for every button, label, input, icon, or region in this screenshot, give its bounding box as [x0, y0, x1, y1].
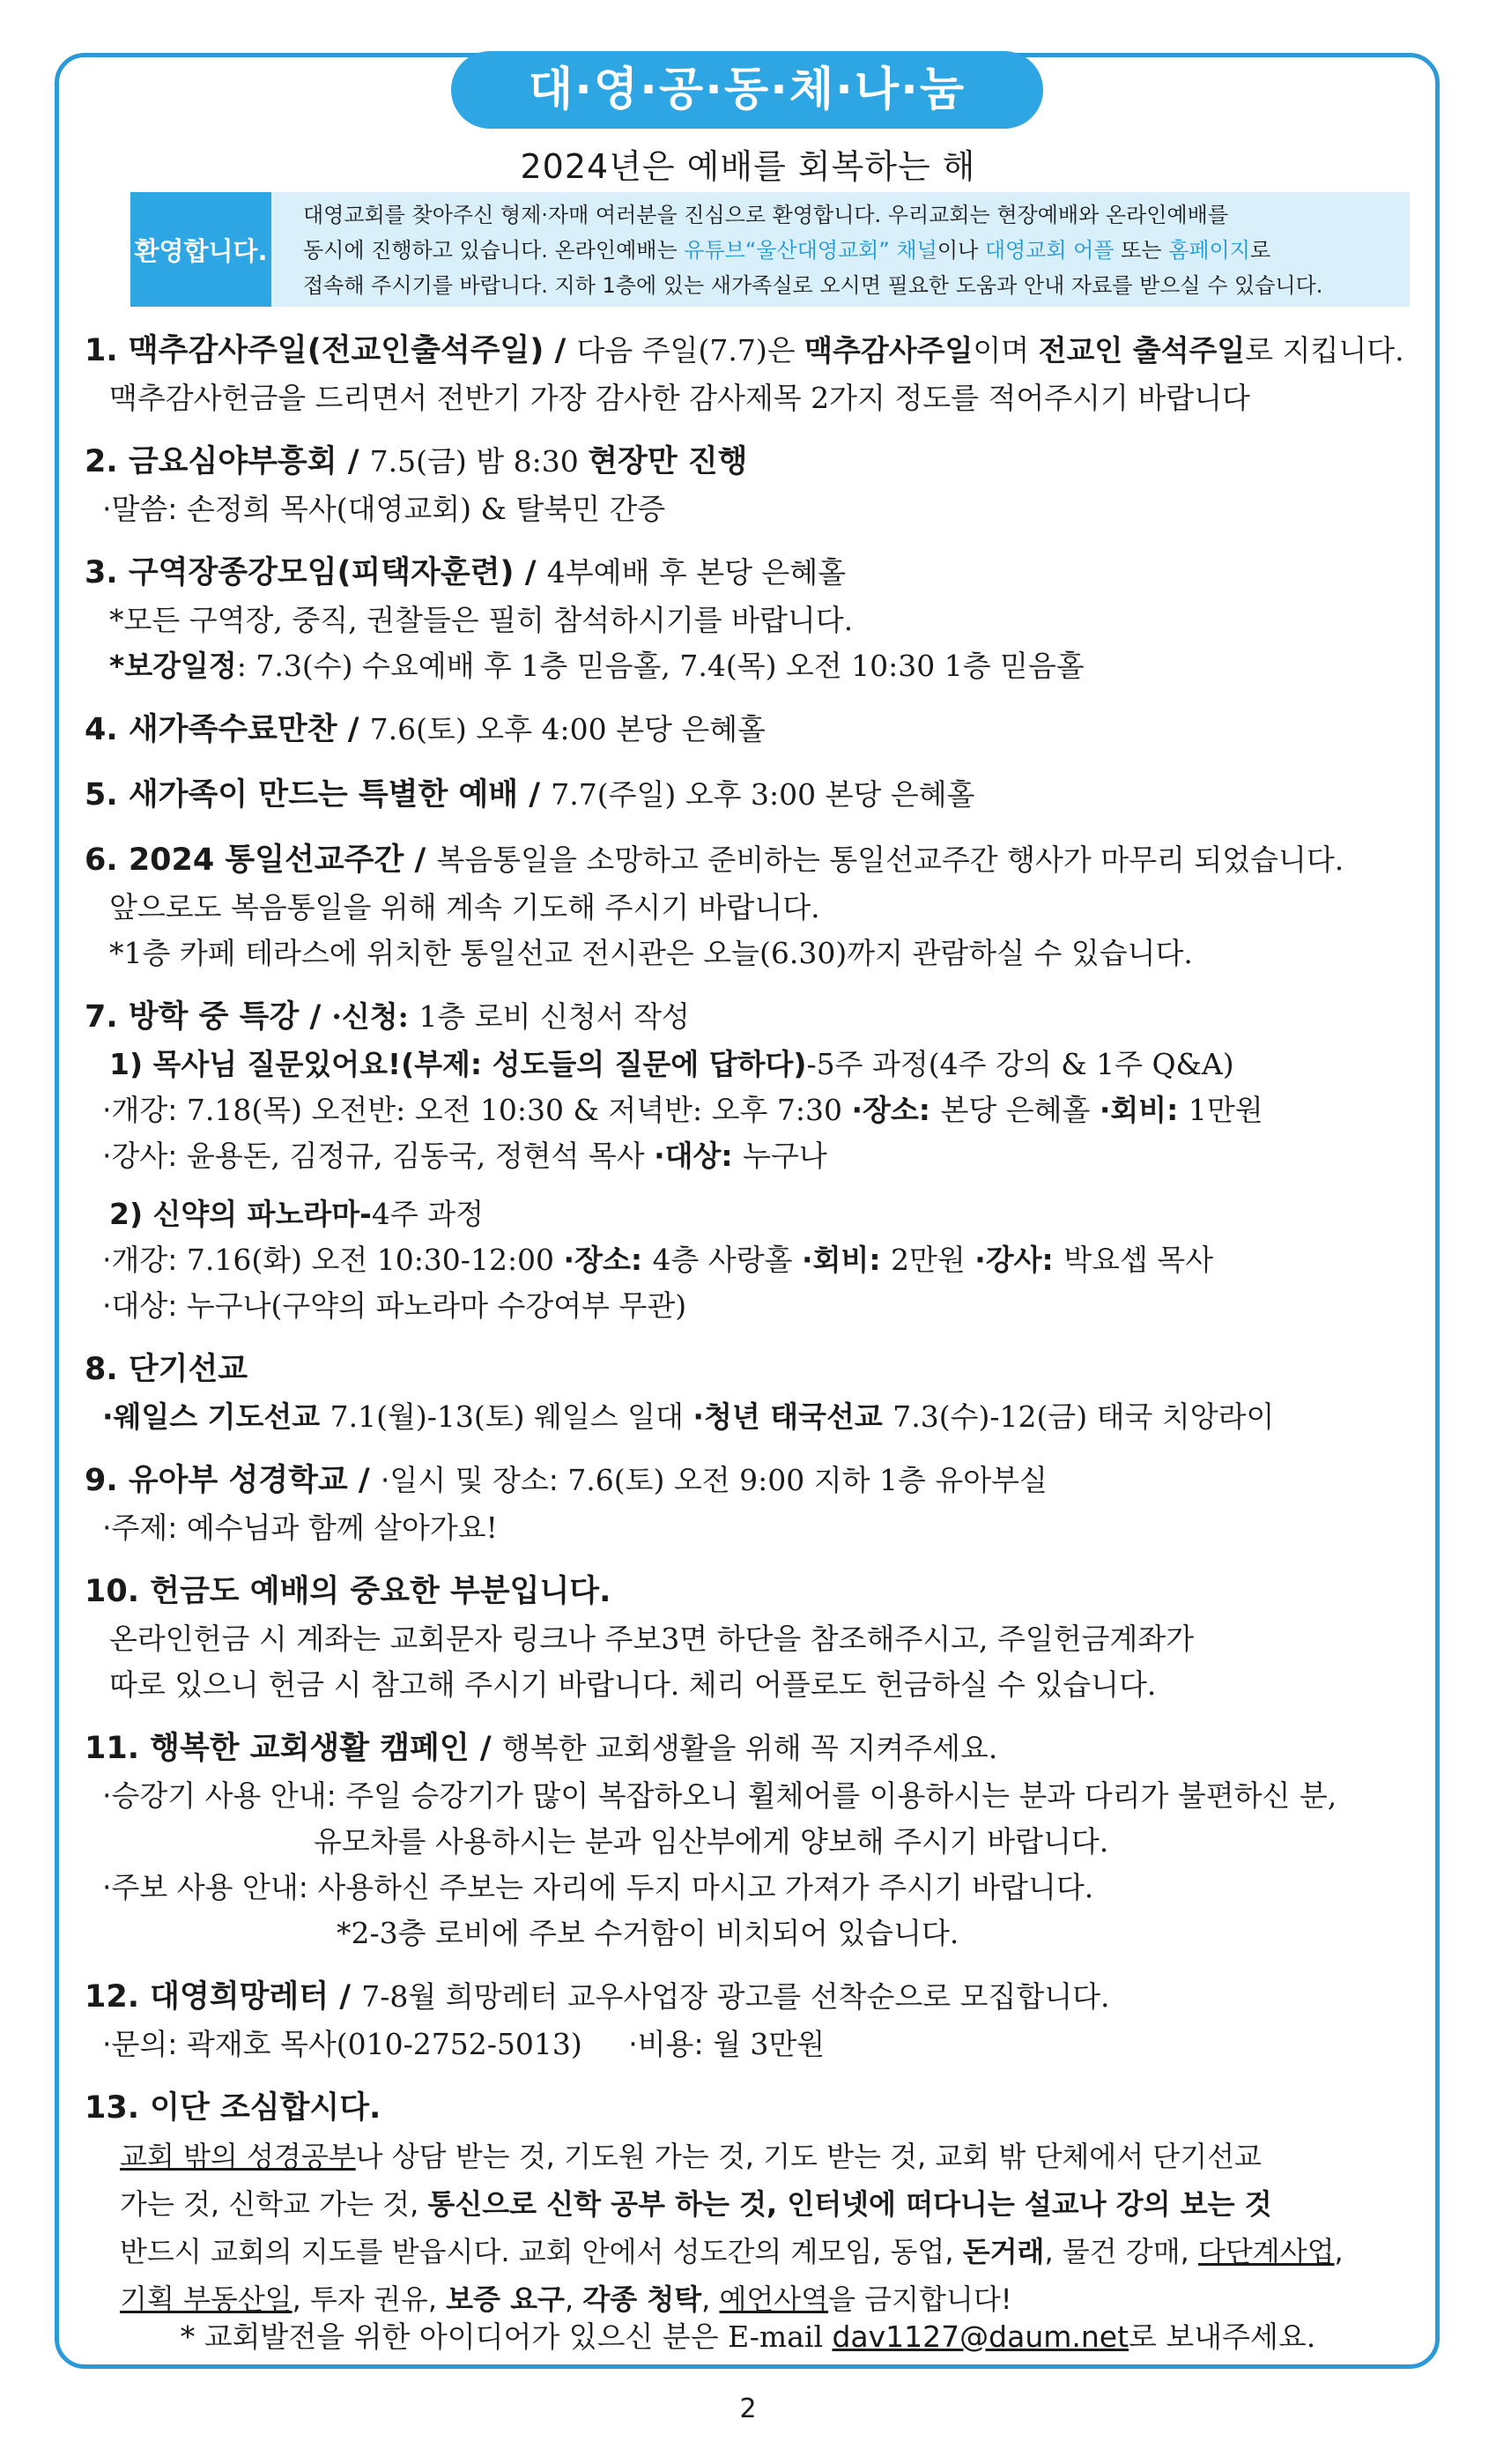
announcement-line: [85, 643, 1424, 689]
field-label: ·일시 및 장소:: [380, 1463, 568, 1497]
field-value: 주일 승강기가 많이 복잡하오니 휠체어를 이용하시는 분과 다리가 불편하신 분,: [345, 1778, 1337, 1813]
field-label: ·신청:: [331, 999, 419, 1034]
field-label: ·문의:: [102, 2027, 187, 2061]
field-value: 박요셉 목사: [1063, 1243, 1214, 1277]
announcement-heading: [85, 326, 1424, 375]
announcement-10: [85, 1567, 1424, 1708]
emphasis: 현장만 진행: [588, 444, 748, 479]
announcement-list: [85, 326, 1424, 2339]
text-segment: ,: [701, 2282, 720, 2316]
announcement-line: 온라인헌금 시 계좌는 교회문자 링크나 주보3면 하단을 참조해주시고, 주일헌금계좌가: [109, 1622, 1195, 1656]
homepage-link[interactable]: 홈페이지: [1168, 238, 1250, 263]
announcement-2: [85, 437, 1424, 532]
announcement-line: [85, 1505, 1424, 1551]
email-link[interactable]: dav1127@daum.net: [832, 2319, 1129, 2354]
text-segment: ,: [1334, 2235, 1344, 2268]
field-label: ·주보 사용 안내:: [102, 1870, 318, 1904]
heading-detail: 7.6(토) 오후 4:00 본당 은혜홀: [369, 712, 766, 746]
emphasis: 전교인 출석주일: [1038, 333, 1246, 367]
announcement-line: *1층 카페 테라스에 위치한 통일선교 전시관은 오늘(6.30)까지 관람하실 수 있습니다.: [109, 936, 1193, 970]
course-2-audience: [85, 1283, 1424, 1329]
welcome-box: [130, 192, 1410, 307]
field-value: : 7.3(수) 수요예배 후 1층 믿음홀, 7.4(목) 오전 10:30 1층 믿음홀: [236, 649, 1085, 683]
emphasis: 각종 청탁: [582, 2282, 702, 2316]
announcement-heading: 13. 이단 조심합시다.: [85, 2090, 381, 2126]
field-label: ·장소:: [851, 1093, 941, 1127]
heading-text: 12. 대영희망레터 /: [85, 1979, 362, 2015]
announcement-heading: [85, 548, 1424, 597]
field-label: *보강일정: [109, 649, 237, 683]
field-label: ·주제:: [102, 1510, 187, 1545]
heading-text: 11. 행복한 교회생활 캠페인 /: [85, 1731, 502, 1766]
elevator-notice: [85, 1773, 1424, 1819]
announcement-line: *모든 구역장, 중직, 권찰들은 필히 참석하시기를 바랍니다.: [109, 603, 854, 637]
field-label: ·대상:: [102, 1288, 187, 1323]
course-detail: 4주 과정: [371, 1197, 484, 1231]
announcement-line: [85, 1394, 1424, 1440]
field-value: 월 3만원: [713, 2027, 826, 2061]
heading-detail: 4부예배 후 본당 은혜홀: [546, 555, 847, 590]
welcome-line-1: 대영교회를 찾아주신 형제·자매 여러분을 진심으로 환영합니다. 우리교회는 현장예배와 온라인예배를: [303, 203, 1229, 227]
announcement-line: [85, 486, 1424, 532]
text-segment: 을 금지합니다!: [828, 2282, 1012, 2316]
heading-text: 1. 맥추감사주일(전교인출석주일) /: [85, 333, 577, 368]
church-app-link[interactable]: 대영교회 어플: [984, 238, 1115, 263]
field-value: 7.16(화) 오전 10:30-12:00: [186, 1243, 564, 1277]
heading-text: 3. 구역장종강모임(피택자훈련) /: [85, 555, 547, 590]
warning-line-2: [85, 2180, 1424, 2228]
warning-line-1: [85, 2133, 1424, 2180]
page-number: 2: [739, 2393, 757, 2424]
contact-value: 곽재호 목사(010-2752-5013): [186, 2027, 629, 2061]
announcement-heading: [85, 835, 1424, 885]
heading-text: 5. 새가족이 만드는 특별한 예배 /: [85, 777, 552, 813]
heading-text: 4. 새가족수료만찬 /: [85, 712, 370, 747]
announcement-line: 맥추감사헌금을 드리면서 전반기 가장 감사한 감사제목 2가지 정도를 적어주시기 바랍니다: [109, 381, 1250, 415]
underlined-text: 기획 부동산일: [120, 2282, 293, 2316]
field-value: 누구나(구약의 파노라마 수강여부 무관): [186, 1288, 687, 1323]
page-title: 대·영·공·동·체·나·눔: [451, 51, 1043, 129]
field-label: ·개강:: [102, 1093, 187, 1127]
field-label: ·장소:: [563, 1243, 653, 1277]
announcement-13: [85, 2083, 1424, 2323]
announcement-heading: [85, 770, 1424, 820]
announcement-5: [85, 770, 1424, 820]
welcome-text: [303, 197, 1404, 303]
text-segment: , 물건 강매,: [1044, 2235, 1198, 2268]
field-label: ·말씀:: [102, 492, 187, 526]
heading-detail: 7.5(금) 밤 8:30: [369, 444, 589, 479]
course-1-details: [85, 1087, 1424, 1133]
elevator-notice-cont: 유모차를 사용하시는 분과 임산부에게 양보해 주시기 바랍니다.: [314, 1824, 1109, 1859]
announcement-heading: [85, 1724, 1424, 1773]
heading-text: 9. 유아부 성경학교 /: [85, 1463, 381, 1498]
field-value: 2만원: [891, 1243, 975, 1277]
announcement-4: [85, 705, 1424, 754]
announcement-heading: [85, 1456, 1424, 1505]
welcome-label: 환영합니다.: [130, 192, 271, 307]
heading-detail: 7-8월 희망레터 교우사업장 광고를 선착순으로 모집합니다.: [361, 1979, 1110, 2014]
footer-text: 로 보내주세요.: [1129, 2319, 1316, 2354]
announcement-9: [85, 1456, 1424, 1551]
text-segment: 이며: [973, 333, 1039, 367]
field-label: ·청년 태국선교: [692, 1399, 893, 1434]
announcement-heading: [85, 1972, 1424, 2022]
field-label: ·회비:: [1099, 1093, 1189, 1127]
welcome-line-2: [303, 233, 1404, 268]
announcement-heading: [85, 705, 1424, 754]
field-value: 4층 사랑홀: [652, 1243, 803, 1277]
text-segment: 가는 것, 신학교 가는 것,: [120, 2187, 428, 2221]
text-segment: , 투자 권유,: [292, 2282, 447, 2316]
announcement-line: [85, 2022, 1424, 2067]
welcome-text-segment: 또는: [1114, 238, 1169, 263]
welcome-text-segment: 동시에 진행하고 있습니다. 온라인예배는: [303, 238, 685, 263]
heading-detail: 7.7(주일) 오후 3:00 본당 은혜홀: [551, 777, 975, 812]
bulletin-notice-cont: *2-3층 로비에 주보 수거함이 비치되어 있습니다.: [337, 1916, 959, 1950]
heading-detail: 복음통일을 소망하고 준비하는 통일선교주간 행사가 마무리 되었습니다.: [436, 842, 1344, 877]
course-1-instructors: [85, 1133, 1424, 1179]
announcement-heading: [85, 992, 1424, 1042]
welcome-line-3: 접속해 주시기를 바랍니다. 지하 1층에 있는 새가족실로 오시면 필요한 도움과 안내 자료를 받으실 수 있습니다.: [303, 273, 1323, 298]
text-segment: ,: [564, 2282, 583, 2316]
heading-text: 6. 2024 통일선교주간 /: [85, 842, 437, 878]
announcement-11: [85, 1724, 1424, 1956]
welcome-text-segment: 이나: [937, 238, 985, 263]
field-label: ·강사:: [974, 1243, 1064, 1277]
field-value: 7.1(월)-13(토) 웨일스 일대: [330, 1399, 693, 1434]
field-label: ·대상:: [654, 1139, 744, 1173]
announcement-heading: [85, 437, 1424, 486]
emphasis: 돈거래: [962, 2235, 1045, 2268]
heading-text: 2. 금요심야부흥회 /: [85, 444, 370, 479]
youtube-channel-link[interactable]: 유튜브“울산대영교회” 채널: [684, 238, 937, 263]
announcement-heading: 8. 단기선교: [85, 1352, 248, 1387]
warning-line-3: [85, 2228, 1424, 2275]
heading-detail: 행복한 교회생활을 위해 꼭 지켜주세요.: [501, 1731, 998, 1765]
heading-text: 7. 방학 중 특강 /: [85, 999, 332, 1035]
field-value: 7.18(목) 오전반: 오전 10:30 & 저녁반: 오후 7:30: [186, 1093, 852, 1127]
announcement-8: [85, 1345, 1424, 1440]
underlined-text: 예언사역: [719, 2282, 829, 2316]
course-detail: -5주 과정(4주 강의 & 1주 Q&A): [806, 1047, 1234, 1081]
page-subtitle: 2024년은 예배를 회복하는 해: [520, 147, 976, 186]
field-value: 손정희 목사(대영교회) & 탈북민 간증: [186, 492, 666, 526]
announcement-6: [85, 835, 1424, 976]
course-2-details: [85, 1237, 1424, 1283]
field-label: ·개강:: [102, 1243, 187, 1277]
bulletin-notice: [85, 1865, 1424, 1911]
announcement-3: [85, 548, 1424, 689]
field-value: 7.6(토) 오전 9:00 지하 1층 유아부실: [567, 1463, 1048, 1497]
field-value: 예수님과 함께 살아가요!: [186, 1510, 498, 1545]
field-value: 1만원: [1188, 1093, 1263, 1127]
text-segment: 나 상담 받는 것, 기도원 가는 것, 기도 받는 것, 교회 밖 단체에서 단기선교: [355, 2140, 1262, 2173]
text-segment: 다음 주일(7.7)은: [576, 333, 805, 367]
field-label: ·회비:: [802, 1243, 892, 1277]
field-label: ·승강기 사용 안내:: [102, 1778, 346, 1813]
footer-text: * 교회발전을 위한 아이디어가 있으신 분은 E-mail: [180, 2319, 833, 2354]
course-2-title: [85, 1191, 1424, 1237]
announcement-12: [85, 1972, 1424, 2067]
field-value: 사용하신 주보는 자리에 두지 마시고 가져가 주시기 바랍니다.: [317, 1870, 1094, 1904]
underlined-text: 다단계사업: [1197, 2235, 1335, 2268]
text-segment: 로 지킵니다.: [1245, 333, 1404, 367]
course-1-title: [85, 1042, 1424, 1087]
field-value: 윤용돈, 김정규, 김동국, 정현석 목사: [186, 1139, 655, 1173]
field-label: ·비용:: [628, 2027, 714, 2061]
emphasis: 맥추감사주일: [804, 333, 974, 367]
text-segment: 반드시 교회의 지도를 받읍시다. 교회 안에서 성도간의 계모임, 동업,: [120, 2235, 963, 2268]
field-value: 1층 로비 신청서 작성: [418, 999, 690, 1034]
announcement-heading: 10. 헌금도 예배의 중요한 부분입니다.: [85, 1574, 611, 1609]
field-value: 본당 은혜홀: [940, 1093, 1100, 1127]
course-title: 1) 목사님 질문있어요!(부제: 성도들의 질문에 답하다): [109, 1047, 807, 1081]
underlined-text: 교회 밖의 성경공부: [120, 2140, 356, 2173]
course-title: 2) 신약의 파노라마-: [109, 1197, 372, 1231]
welcome-text-segment: 로: [1249, 238, 1271, 263]
field-value: 7.3(수)-12(금) 태국 치앙라이: [892, 1399, 1275, 1434]
field-label: ·웨일스 기도선교: [102, 1399, 330, 1434]
announcement-1: [85, 326, 1424, 421]
field-label: ·강사:: [102, 1139, 187, 1173]
announcement-line: 따로 있으니 헌금 시 참고해 주시기 바랍니다. 체리 어플로도 헌금하실 수 있습니다.: [109, 1667, 1157, 1702]
announcement-7: [85, 992, 1424, 1329]
emphasis: 통신으로 신학 공부 하는 것, 인터넷에 떠다니는 설교나 강의 보는 것: [427, 2187, 1272, 2221]
footer-note: [0, 2314, 1496, 2356]
announcement-line: 앞으로도 복음통일을 위해 계속 기도해 주시기 바랍니다.: [109, 890, 820, 924]
field-value: 누구나: [743, 1139, 827, 1173]
emphasis: 보증 요구: [446, 2282, 565, 2316]
